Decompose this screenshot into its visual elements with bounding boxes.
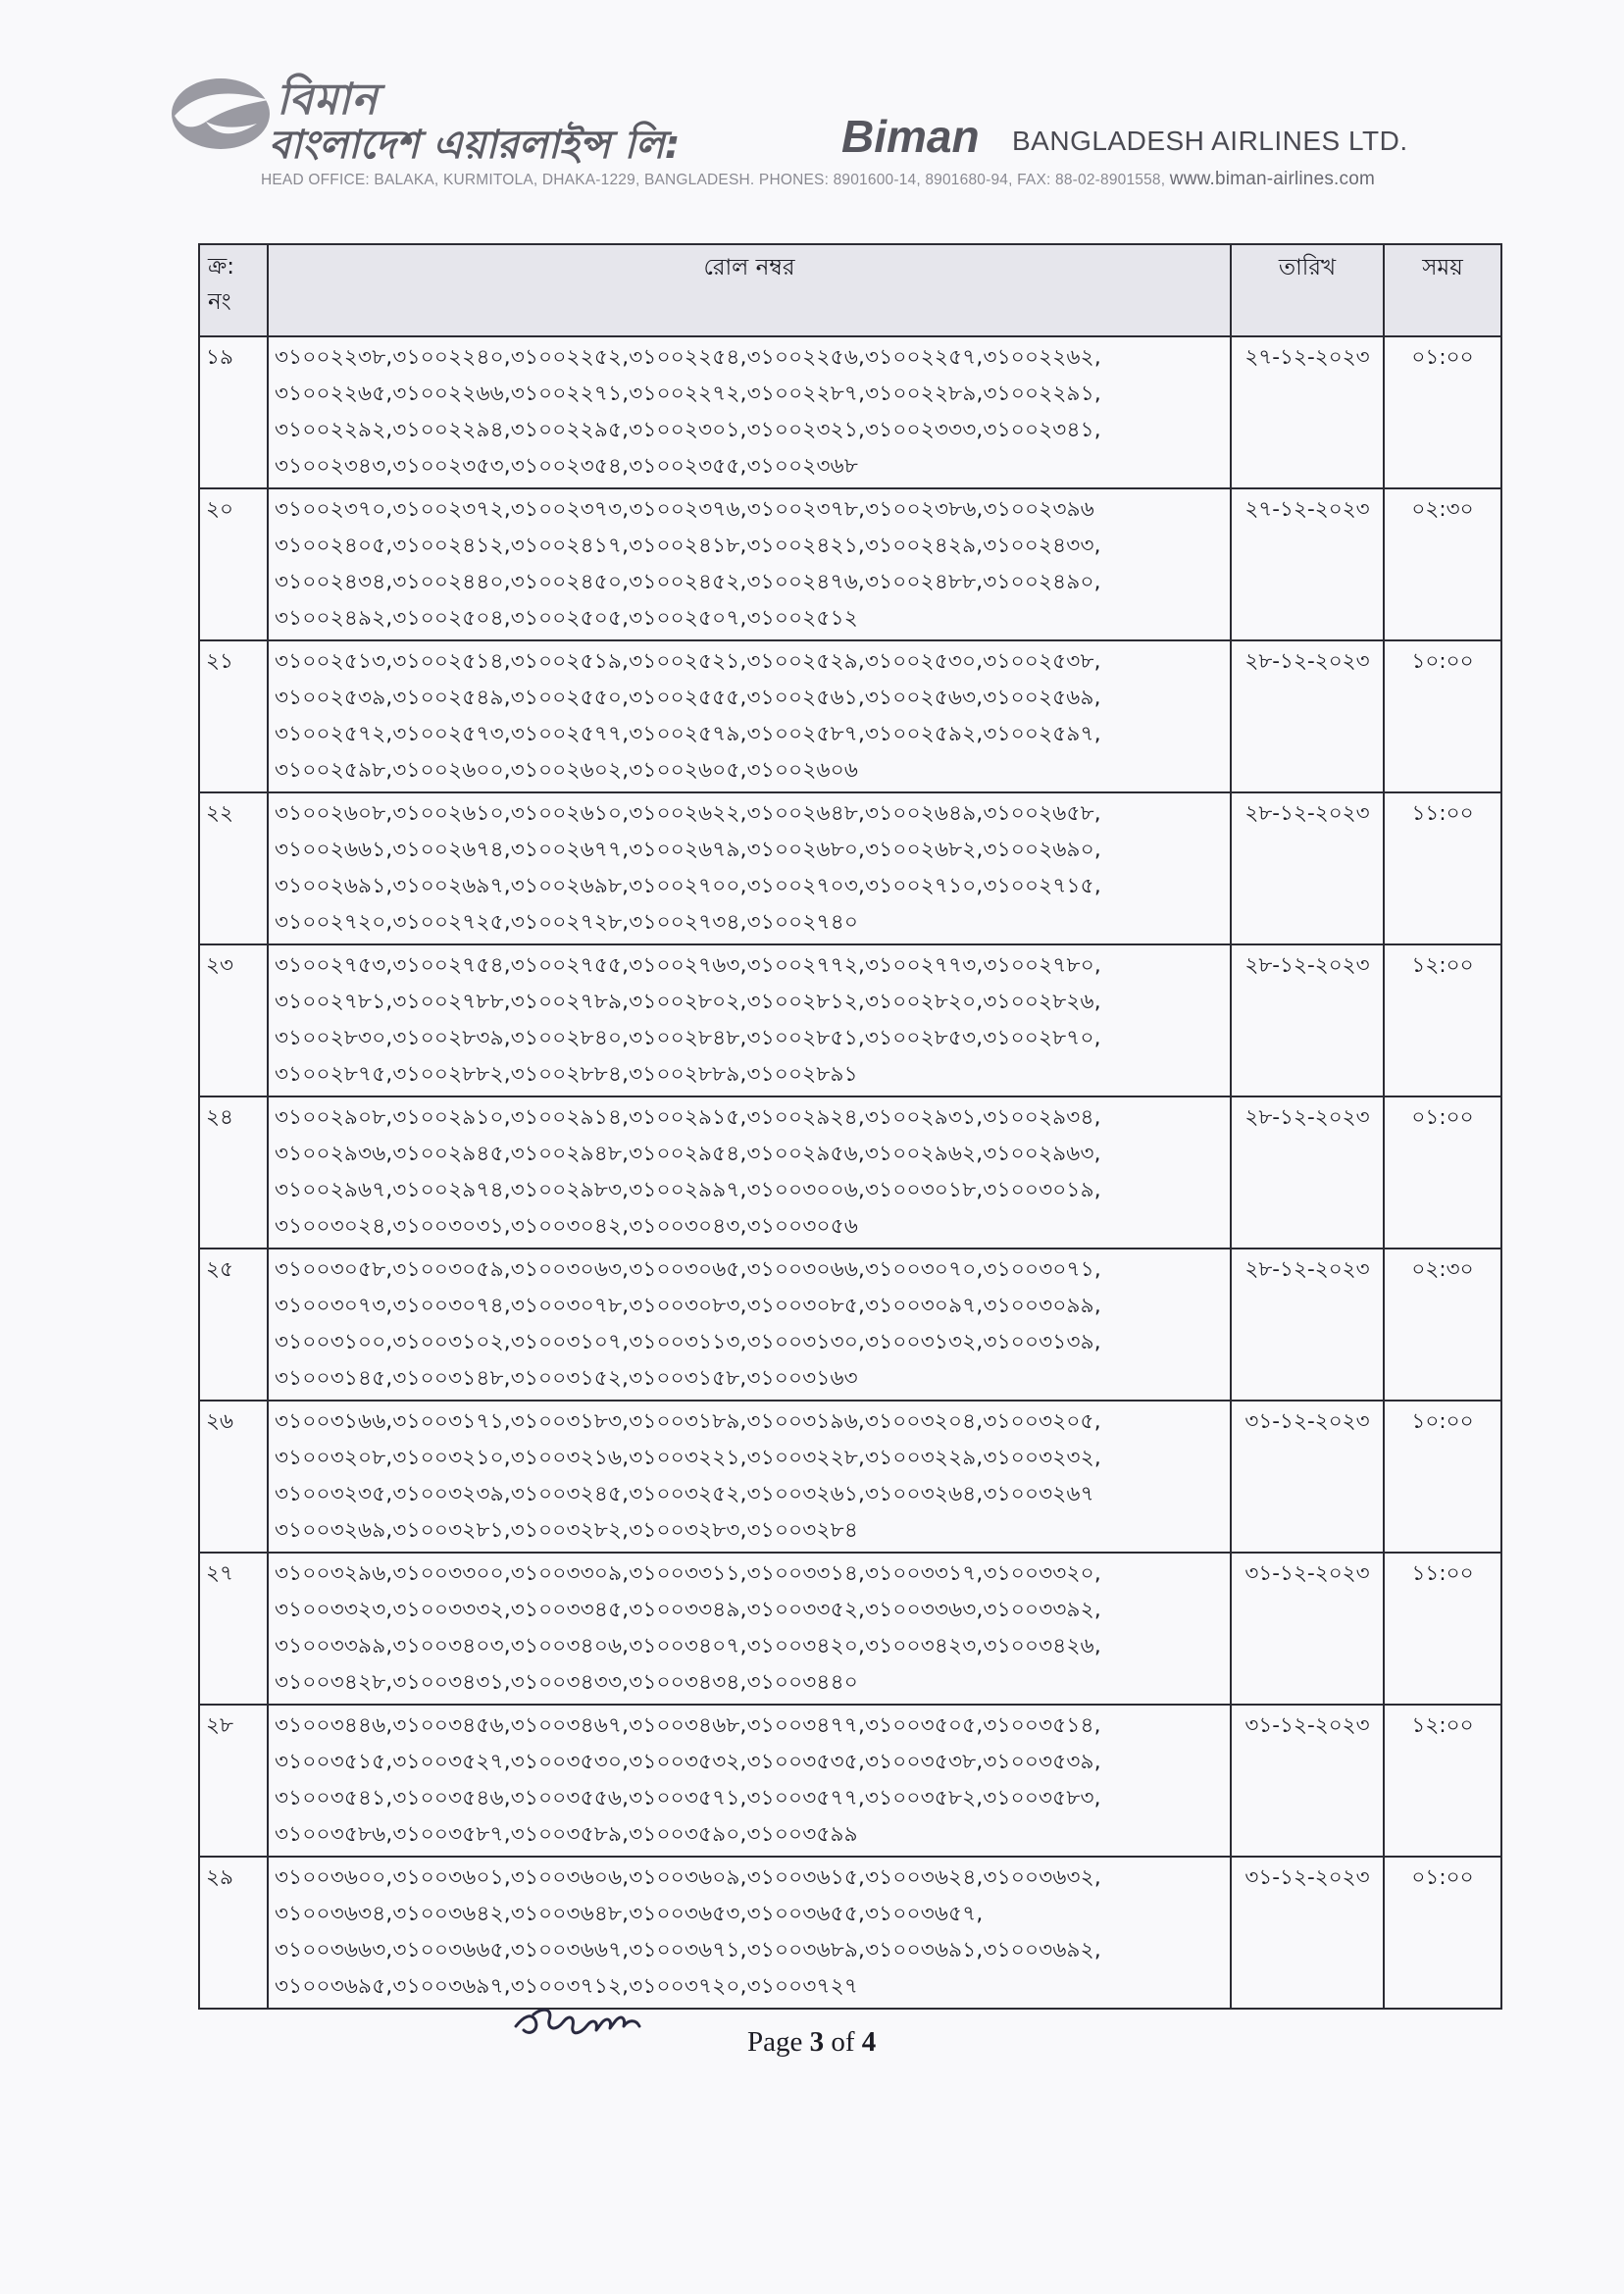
time-cell: ১২:০০ bbox=[1384, 944, 1501, 1096]
roll-numbers-line: ৩১০০২৭৮১,৩১০০২৭৮৮,৩১০০২৭৮৯,৩১০০২৮০২,৩১০০২৮১২,৩১০০২৮২০,৩১০০২৮২৬, bbox=[275, 990, 1101, 1014]
roll-numbers-line: ৩১০০৩০৭৩,৩১০০৩০৭৪,৩১০০৩০৭৮,৩১০০৩০৮৩,৩১০০৩০৮৫,৩১০০৩০৯৭,৩১০০৩০৯৯, bbox=[275, 1294, 1101, 1318]
date-cell: ৩১-১২-২০২৩ bbox=[1231, 1401, 1384, 1553]
table-header-row bbox=[199, 244, 1501, 336]
roll-numbers-line: ৩১০০২৯০৮,৩১০০২৯১০,৩১০০২৯১৪,৩১০০২৯১৫,৩১০০২৯২৪,৩১০০২৯৩১,৩১০০২৯৩৪, bbox=[275, 1105, 1101, 1130]
roll-numbers-line: ৩১০০৩৬৯৫,৩১০০৩৬৯৭,৩১০০৩৭১২,৩১০০৩৭২০,৩১০০৩৭২৭ bbox=[275, 1974, 859, 1999]
roll-numbers-line: ৩১০০৩২৯৬,৩১০০৩৩০০,৩১০০৩৩০৯,৩১০০৩৩১১,৩১০০৩৩১৪,৩১০০৩৩১৭,৩১০০৩৩২০, bbox=[275, 1561, 1101, 1586]
time-cell: ১০:০০ bbox=[1384, 1401, 1501, 1553]
date-cell: ৩১-১২-২০২৩ bbox=[1231, 1857, 1384, 2009]
table-row bbox=[199, 1401, 1501, 1553]
table-row bbox=[199, 1249, 1501, 1401]
roll-numbers-line: ৩১০০৩৫৮৬,৩১০০৩৫৮৭,৩১০০৩৫৮৯,৩১০০৩৫৯০,৩১০০৩৫৯৯ bbox=[275, 1822, 858, 1847]
table-row bbox=[199, 792, 1501, 944]
roll-numbers-line: ৩১০০২২৯২,৩১০০২২৯৪,৩১০০২২৯৫,৩১০০২৩০১,৩১০০২৩২১,৩১০০২৩৩৩,৩১০০২৩৪১, bbox=[275, 418, 1101, 442]
roll-numbers-line: ৩১০০২৭২০,৩১০০২৭২৫,৩১০০২৭২৮,৩১০০২৭৩৪,৩১০০২৭৪০ bbox=[275, 910, 859, 935]
roll-numbers-line: ৩১০০২৪৯২,৩১০০২৫০৪,৩১০০২৫০৫,৩১০০২৫০৭,৩১০০২৫১২ bbox=[275, 606, 858, 631]
roll-numbers-line: ৩১০০৩৬০০,৩১০০৩৬০১,৩১০০৩৬০৬,৩১০০৩৬০৯,৩১০০৩৬১৫,৩১০০৩৬২৪,৩১০০৩৬৩২, bbox=[275, 1865, 1101, 1890]
serial-cell: ২০ bbox=[199, 488, 268, 640]
roll-numbers-cell bbox=[268, 1705, 1231, 1857]
time-cell: ০২:৩০ bbox=[1384, 1249, 1501, 1401]
table-row bbox=[199, 1857, 1501, 2009]
roll-numbers-line: ৩১০০৩৬৩৪,৩১০০৩৬৪২,৩১০০৩৬৪৮,৩১০০৩৬৫৩,৩১০০৩৬৫৫,৩১০০৩৬৫৭, bbox=[275, 1902, 984, 1926]
time-cell: ০১:০০ bbox=[1384, 336, 1501, 488]
roll-numbers-cell bbox=[268, 792, 1231, 944]
table-body bbox=[199, 336, 1501, 2009]
roll-numbers-cell bbox=[268, 1401, 1231, 1553]
page-prefix: Page bbox=[747, 2026, 810, 2058]
serial-header-line2: নং bbox=[208, 289, 231, 315]
time-cell: ১২:০০ bbox=[1384, 1705, 1501, 1857]
table-row bbox=[199, 640, 1501, 792]
brand-name: Biman bbox=[841, 111, 980, 162]
roll-numbers-line: ৩১০০৩১৬৬,৩১০০৩১৭১,৩১০০৩১৮৩,৩১০০৩১৮৯,৩১০০৩১৯৬,৩১০০৩২০৪,৩১০০৩২০৫, bbox=[275, 1409, 1101, 1434]
roll-numbers-cell bbox=[268, 1857, 1231, 2009]
roll-numbers-line: ৩১০০২৪০৫,৩১০০২৪১২,৩১০০২৪১৭,৩১০০২৪১৮,৩১০০২৪২১,৩১০০২৪২৯,৩১০০২৪৩৩, bbox=[275, 534, 1101, 558]
date-cell: ২৭-১২-২০২৩ bbox=[1231, 488, 1384, 640]
roll-numbers-line: ৩১০০২৪৩৪,৩১০০২৪৪০,৩১০০২৪৫০,৩১০০২৪৫২,৩১০০২৪৭৬,৩১০০২৪৮৮,৩১০০২৪৯০, bbox=[275, 570, 1101, 594]
roll-numbers-line: ৩১০০২২৬৫,৩১০০২২৬৬,৩১০০২২৭১,৩১০০২২৭২,৩১০০২২৮৭,৩১০০২২৮৯,৩১০০২২৯১, bbox=[275, 382, 1101, 406]
roll-numbers-line: ৩১০০২৬০৮,৩১০০২৬১০,৩১০০২৬১০,৩১০০২৬২২,৩১০০২৬৪৮,৩১০০২৬৪৯,৩১০০২৬৫৮, bbox=[275, 801, 1101, 826]
page-total: 4 bbox=[861, 2026, 877, 2058]
date-column-header: তারিখ bbox=[1231, 244, 1384, 336]
table-row bbox=[199, 336, 1501, 488]
roll-numbers-line: ৩১০০২৩৭০,৩১০০২৩৭২,৩১০০২৩৭৩,৩১০০২৩৭৬,৩১০০২৩৭৮,৩১০০২৩৮৬,৩১০০২৩৯৬ bbox=[275, 497, 1094, 522]
time-cell: ১০:০০ bbox=[1384, 640, 1501, 792]
time-cell: ০১:০০ bbox=[1384, 1096, 1501, 1249]
roll-numbers-cell bbox=[268, 640, 1231, 792]
roll-numbers-line: ৩১০০২৮৩০,৩১০০২৮৩৯,৩১০০২৮৪০,৩১০০২৮৪৮,৩১০০২৮৫১,৩১০০২৮৫৩,৩১০০২৮৭০, bbox=[275, 1026, 1101, 1050]
page-number bbox=[747, 2026, 876, 2059]
serial-column-header bbox=[199, 244, 268, 336]
english-company-name: BANGLADESH AIRLINES LTD. bbox=[1012, 126, 1408, 156]
serial-cell: ২৪ bbox=[199, 1096, 268, 1249]
roll-numbers-line: ৩১০০৩০২৪,৩১০০৩০৩১,৩১০০৩০৪২,৩১০০৩০৪৩,৩১০০৩০৫৬ bbox=[275, 1214, 859, 1239]
roll-numbers-line: ৩১০০৩৫৪১,৩১০০৩৫৪৬,৩১০০৩৫৫৬,৩১০০৩৫৭১,৩১০০৩৫৭৭,৩১০০৩৫৮২,৩১০০৩৫৮৩, bbox=[275, 1786, 1101, 1810]
exam-schedule-table bbox=[198, 243, 1502, 2010]
roll-numbers-line: ৩১০০২২৩৮,৩১০০২২৪০,৩১০০২২৫২,৩১০০২২৫৪,৩১০০২২৫৬,৩১০০২২৫৭,৩১০০২২৬২, bbox=[275, 345, 1101, 370]
serial-cell: ২৮ bbox=[199, 1705, 268, 1857]
table-row bbox=[199, 488, 1501, 640]
date-cell: ৩১-১২-২০২৩ bbox=[1231, 1705, 1384, 1857]
biman-stork-logo-icon bbox=[167, 71, 275, 153]
serial-cell: ১৯ bbox=[199, 336, 268, 488]
serial-cell: ২৬ bbox=[199, 1401, 268, 1553]
roll-numbers-line: ৩১০০৩৩৯৯,৩১০০৩৪০৩,৩১০০৩৪০৬,৩১০০৩৪০৭,৩১০০৩৪২০,৩১০০৩৪২৩,৩১০০৩৪২৬, bbox=[275, 1634, 1101, 1658]
table-row bbox=[199, 944, 1501, 1096]
roll-numbers-line: ৩১০০২৫৭২,৩১০০২৫৭৩,৩১০০২৫৭৭,৩১০০২৫৭৯,৩১০০২৫৮৭,৩১০০২৫৯২,৩১০০২৫৯৭, bbox=[275, 722, 1101, 746]
roll-column-header: রোল নম্বর bbox=[268, 244, 1231, 336]
roll-numbers-line: ৩১০০২৬৯১,৩১০০২৬৯৭,৩১০০২৬৯৮,৩১০০২৭০০,৩১০০২৭০৩,৩১০০২৭১০,৩১০০২৭১৫, bbox=[275, 874, 1101, 898]
time-column-header: সময় bbox=[1384, 244, 1501, 336]
website-link[interactable]: www.biman-airlines.com bbox=[1169, 169, 1376, 189]
date-cell: ২৮-১২-২০২৩ bbox=[1231, 792, 1384, 944]
serial-cell: ২৫ bbox=[199, 1249, 268, 1401]
roll-numbers-line: ৩১০০২৮৭৫,৩১০০২৮৮২,৩১০০২৮৮৪,৩১০০২৮৮৯,৩১০০২৮৯১ bbox=[275, 1062, 858, 1087]
serial-cell: ২৯ bbox=[199, 1857, 268, 2009]
roll-numbers-line: ৩১০০৩০৫৮,৩১০০৩০৫৯,৩১০০৩০৬৩,৩১০০৩০৬৫,৩১০০৩০৬৬,৩১০০৩০৭০,৩১০০৩০৭১, bbox=[275, 1257, 1101, 1282]
roll-numbers-line: ৩১০০২৫৩৯,৩১০০২৫৪৯,৩১০০২৫৫০,৩১০০২৫৫৫,৩১০০২৫৬১,৩১০০২৫৬৩,৩১০০২৫৬৯, bbox=[275, 686, 1101, 710]
time-cell: ০২:৩০ bbox=[1384, 488, 1501, 640]
roll-numbers-line: ৩১০০৩১৪৫,৩১০০৩১৪৮,৩১০০৩১৫২,৩১০০৩১৫৮,৩১০০৩১৬৩ bbox=[275, 1366, 858, 1391]
roll-numbers-line: ৩১০০৩৩২৩,৩১০০৩৩৩২,৩১০০৩৩৪৫,৩১০০৩৩৪৯,৩১০০৩৩৫২,৩১০০৩৩৬৩,৩১০০৩৩৯২, bbox=[275, 1598, 1101, 1622]
roll-numbers-line: ৩১০০২৭৫৩,৩১০০২৭৫৪,৩১০০২৭৫৫,৩১০০২৭৬৩,৩১০০২৭৭২,৩১০০২৭৭৩,৩১০০২৭৮০, bbox=[275, 953, 1101, 978]
time-cell: ১১:০০ bbox=[1384, 1553, 1501, 1705]
roll-numbers-cell bbox=[268, 1249, 1231, 1401]
serial-cell: ২২ bbox=[199, 792, 268, 944]
bengali-name-line1: বিমান bbox=[277, 75, 379, 125]
roll-numbers-line: ৩১০০২৬৬১,৩১০০২৬৭৪,৩১০০২৬৭৭,৩১০০২৬৭৯,৩১০০২৬৮০,৩১০০২৬৮২,৩১০০২৬৯০, bbox=[275, 838, 1101, 862]
letterhead bbox=[167, 67, 1442, 194]
roll-numbers-line: ৩১০০২৫১৩,৩১০০২৫১৪,৩১০০২৫১৯,৩১০০২৫২১,৩১০০২৫২৯,৩১০০২৫৩০,৩১০০২৫৩৮, bbox=[275, 649, 1101, 674]
roll-numbers-line: ৩১০০৩২৬৯,৩১০০৩২৮১,৩১০০৩২৮২,৩১০০৩২৮৩,৩১০০৩২৮৪ bbox=[275, 1518, 858, 1543]
page-current: 3 bbox=[809, 2026, 825, 2058]
roll-numbers-cell bbox=[268, 1096, 1231, 1249]
roll-numbers-cell bbox=[268, 488, 1231, 640]
date-cell: ২৮-১২-২০২৩ bbox=[1231, 640, 1384, 792]
serial-cell: ২১ bbox=[199, 640, 268, 792]
roll-numbers-line: ৩১০০৩৬৬৩,৩১০০৩৬৬৫,৩১০০৩৬৬৭,৩১০০৩৬৭১,৩১০০৩৬৮৯,৩১০০৩৬৯১,৩১০০৩৬৯২, bbox=[275, 1938, 1101, 1963]
date-cell: ২৭-১২-২০২৩ bbox=[1231, 336, 1384, 488]
time-cell: ১১:০০ bbox=[1384, 792, 1501, 944]
page-middle: of bbox=[824, 2026, 862, 2058]
table-row bbox=[199, 1096, 1501, 1249]
address-text: HEAD OFFICE: BALAKA, KURMITOLA, DHAKA-1229, BANGLADESH. PHONES: 8901600-14, 8901680-94, FAX: 88-02-8901558, bbox=[261, 172, 1166, 188]
roll-numbers-cell bbox=[268, 1553, 1231, 1705]
roll-numbers-line: ৩১০০২৯৩৬,৩১০০২৯৪৫,৩১০০২৯৪৮,৩১০০২৯৫৪,৩১০০২৯৫৬,৩১০০২৯৬২,৩১০০২৯৬৩, bbox=[275, 1142, 1101, 1166]
serial-cell: ২৩ bbox=[199, 944, 268, 1096]
handwritten-signature bbox=[510, 1987, 686, 2056]
roll-numbers-line: ৩১০০৩৪৪৬,৩১০০৩৪৫৬,৩১০০৩৪৬৭,৩১০০৩৪৬৮,৩১০০৩৪৭৭,৩১০০৩৫০৫,৩১০০৩৫১৪, bbox=[275, 1713, 1101, 1738]
date-cell: ২৮-১২-২০২৩ bbox=[1231, 944, 1384, 1096]
roll-numbers-cell bbox=[268, 944, 1231, 1096]
roll-numbers-cell bbox=[268, 336, 1231, 488]
roll-numbers-line: ৩১০০৩৫১৫,৩১০০৩৫২৭,৩১০০৩৫৩০,৩১০০৩৫৩২,৩১০০৩৫৩৫,৩১০০৩৫৩৮,৩১০০৩৫৩৯, bbox=[275, 1750, 1101, 1774]
time-cell: ০১:০০ bbox=[1384, 1857, 1501, 2009]
bengali-name-line2: বাংলাদেশ এয়ারলাইন্স লি: bbox=[269, 123, 681, 168]
serial-header-line1: ক্র: bbox=[208, 254, 234, 280]
serial-cell: ২৭ bbox=[199, 1553, 268, 1705]
roll-numbers-line: ৩১০০২৫৯৮,৩১০০২৬০০,৩১০০২৬০২,৩১০০২৬০৫,৩১০০২৬০৬ bbox=[275, 758, 859, 783]
head-office-address bbox=[261, 169, 1375, 190]
date-cell: ২৮-১২-২০২৩ bbox=[1231, 1096, 1384, 1249]
roll-numbers-line: ৩১০০২৯৬৭,৩১০০২৯৭৪,৩১০০২৯৮৩,৩১০০২৯৯৭,৩১০০৩০০৬,৩১০০৩০১৮,৩১০০৩০১৯, bbox=[275, 1178, 1101, 1202]
date-cell: ২৮-১২-২০২৩ bbox=[1231, 1249, 1384, 1401]
roll-numbers-line: ৩১০০২৩৪৩,৩১০০২৩৫৩,৩১০০২৩৫৪,৩১০০২৩৫৫,৩১০০২৩৬৮ bbox=[275, 454, 858, 479]
table-row bbox=[199, 1553, 1501, 1705]
roll-numbers-line: ৩১০০৩১০০,৩১০০৩১০২,৩১০০৩১০৭,৩১০০৩১১৩,৩১০০৩১৩০,৩১০০৩১৩২,৩১০০৩১৩৯, bbox=[275, 1330, 1101, 1354]
date-cell: ৩১-১২-২০২৩ bbox=[1231, 1553, 1384, 1705]
roll-numbers-line: ৩১০০৩২৩৫,৩১০০৩২৩৯,৩১০০৩২৪৫,৩১০০৩২৫২,৩১০০৩২৬১,৩১০০৩২৬৪,৩১০০৩২৬৭ bbox=[275, 1482, 1094, 1506]
roll-numbers-line: ৩১০০৩৪২৮,৩১০০৩৪৩১,৩১০০৩৪৩৩,৩১০০৩৪৩৪,৩১০০৩৪৪০ bbox=[275, 1670, 858, 1695]
roll-numbers-line: ৩১০০৩২০৮,৩১০০৩২১০,৩১০০৩২১৬,৩১০০৩২২১,৩১০০৩২২৮,৩১০০৩২২৯,৩১০০৩২৩২, bbox=[275, 1446, 1101, 1470]
table-row bbox=[199, 1705, 1501, 1857]
